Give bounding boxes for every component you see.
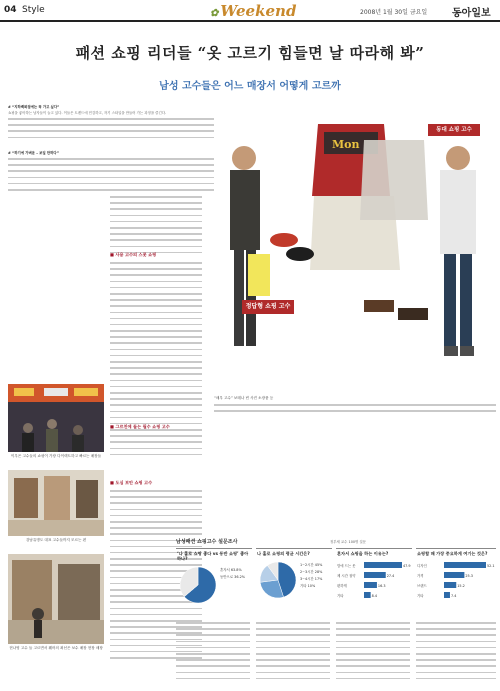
column-heading-c: ■ 그르친에 들는 필수 쇼핑 고수 xyxy=(110,424,170,429)
survey-banner: 남성패션 쇼핑고수 설문조사 xyxy=(176,539,238,545)
bar-value-0: 47.9 xyxy=(403,564,411,569)
column-heading-a: ■ 사용 고수의 스폿 쇼핑 xyxy=(110,252,157,257)
chart-4-svg xyxy=(416,558,496,604)
pie-legend-1: 2~3시간 28% xyxy=(300,570,323,575)
last-photo-caption: 현나영 고수 들 고르면서 웨어의 최선은 보수 매장 현장 매장 xyxy=(9,646,103,650)
bottom-text-col-2 xyxy=(256,622,330,684)
chart-4-title: 쇼핑할 때 가장 중요하게 여기는 것은? xyxy=(417,551,488,556)
bar-category-2: 편하게 xyxy=(337,584,347,589)
shop-street-illustration xyxy=(8,554,104,644)
pie-legend-0: 1~2시간 45% xyxy=(300,563,323,568)
chart-3-title: 혼자서 쇼핑을 하는 이유는? xyxy=(337,551,389,556)
street-photo xyxy=(8,384,104,452)
bar-category-3: 기타 xyxy=(337,594,344,599)
chart-1-title: ‘나 홀로 쇼핑 좋다 vs 동반 쇼핑’ 좋아하나? xyxy=(177,551,249,562)
store-photo xyxy=(8,470,104,536)
dateline: 2008년 1월 30일 금요일 xyxy=(360,9,428,16)
column-text-lines-a xyxy=(110,196,202,258)
bar-value-3: 8.4 xyxy=(371,594,378,599)
weekend-logo xyxy=(210,2,296,20)
street-photo-caption: 이우은 고수들의 쇼핑이 가장 다이렉트하고 빠르는 매장들 xyxy=(10,454,102,458)
bar-category-0: 디자인 xyxy=(417,564,427,569)
pie-legend-0: 혼자서 63.8% xyxy=(220,568,242,573)
survey-source: 정부세 교수 100명 설문 xyxy=(330,540,366,544)
chart-1-svg xyxy=(176,563,252,609)
bar-value-1: 25.3 xyxy=(465,574,473,579)
column-heading-b: ■ 도심 보안 쇼핑 고수 xyxy=(110,480,153,485)
chart-2-svg xyxy=(256,558,332,604)
subheadline: 남성 고수들은 어느 매장서 어떻게 고르까 xyxy=(159,81,341,92)
main-photo-caption: “매우 고수” 보테나 빈 사진 소장품 등 xyxy=(214,396,274,400)
caption-text-lines xyxy=(214,404,496,416)
last-photo xyxy=(8,554,104,644)
main-figure-label: 정답형 쇼핑 고수 xyxy=(242,300,294,314)
section-heading-2: # “하기에 가벼운 – 보일 만하다” xyxy=(8,151,59,155)
bottom-text-col-1 xyxy=(176,622,250,684)
bar-category-1: 제 시간 절약 xyxy=(337,574,356,579)
page-number: 04 xyxy=(4,5,17,15)
bar-3 xyxy=(364,592,371,598)
bar-0 xyxy=(364,562,402,568)
bar-value-3: 7.4 xyxy=(450,594,457,599)
bar-value-0: 52.1 xyxy=(487,564,495,569)
intro-text: 쇼핑을 좋아하는 남자들이 늘고 있다. 이들은 트렌드에 민감하고, 자기 스타일을 만들어 가는 과정을 즐긴다. xyxy=(8,111,167,116)
chart-2 xyxy=(256,548,332,616)
store-photo-caption: 강남유명도 대표 고수들까지 모르는 편 xyxy=(25,538,87,542)
chart-1 xyxy=(176,548,252,616)
street-scene-illustration xyxy=(8,384,104,452)
logo-text: Weekend xyxy=(220,2,297,20)
bar-value-2: 15.2 xyxy=(457,584,465,589)
chart-3 xyxy=(336,548,412,616)
shirt-print-text: Mon xyxy=(332,138,360,151)
bottom-text-col-3 xyxy=(336,622,410,684)
newspaper-name: 동아일보 xyxy=(452,8,491,19)
bar-1 xyxy=(364,572,386,578)
flower-icon: ✿ xyxy=(210,8,219,19)
chart-3-svg xyxy=(336,558,412,604)
main-photo xyxy=(214,100,496,390)
headline: 패션 쇼핑 리더들 “옷 고르기 힘들면 날 따라해 봐” xyxy=(75,44,425,62)
fashion-figure-illustration xyxy=(214,100,496,390)
bar-1 xyxy=(444,572,464,578)
pie-legend-2: 3~4시간 17% xyxy=(300,577,323,582)
pie-legend-1: 동반으로 36.2% xyxy=(220,575,245,580)
bar-category-1: 가격 xyxy=(417,574,424,579)
section-heading: # “지하백화점에는 꼭 가고 싶다” xyxy=(8,105,60,109)
page-header xyxy=(0,0,500,22)
bottom-text-col-4 xyxy=(416,622,496,684)
pie-legend-3: 기타 10% xyxy=(300,584,316,589)
chart-4 xyxy=(416,548,496,616)
bar-3 xyxy=(444,592,450,598)
bar-category-2: 브랜드 xyxy=(417,584,427,589)
right-figure-label: 동대 쇼핑 고수 xyxy=(428,124,480,136)
section-label: Style xyxy=(22,5,45,15)
bar-value-2: 16.3 xyxy=(377,584,386,589)
bar-0 xyxy=(444,562,486,568)
chart-2-title: 나 홀로 쇼핑의 평균 시간은? xyxy=(257,551,310,556)
bar-category-0: 맘에 드는 옷 xyxy=(337,564,356,569)
bar-2 xyxy=(444,582,456,588)
bar-category-3: 기타 xyxy=(417,594,424,599)
bar-2 xyxy=(364,582,377,588)
bar-value-1: 27.4 xyxy=(386,574,395,579)
column-text-lines-b xyxy=(110,262,202,460)
store-interior-illustration xyxy=(8,470,104,536)
